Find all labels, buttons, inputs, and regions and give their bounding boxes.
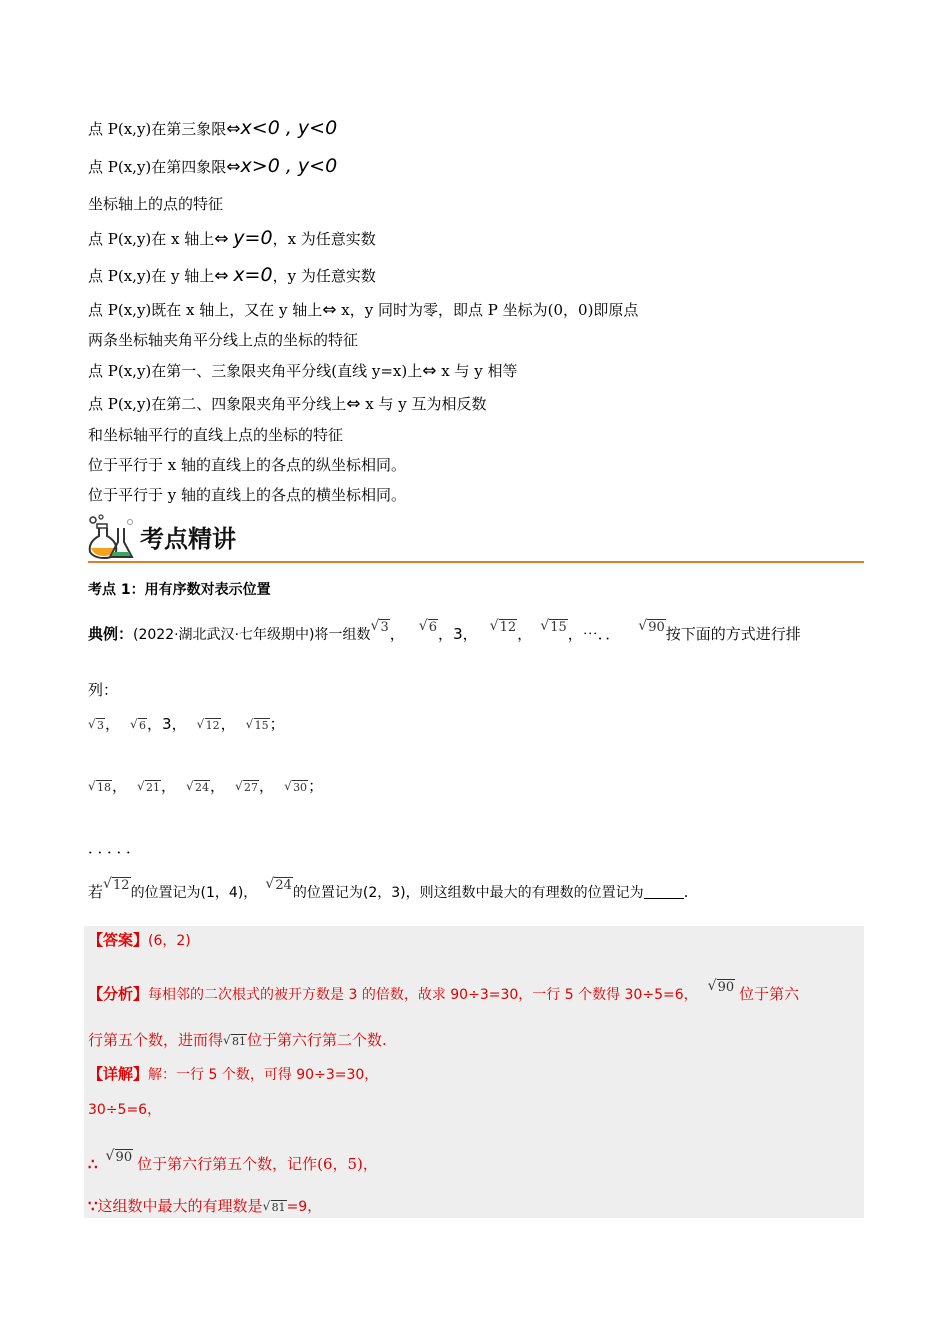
ellipsis-row: ．．．．． xyxy=(88,839,144,857)
sqrt-value: 15 xyxy=(550,620,567,635)
sqrt-value: 81 xyxy=(232,1035,247,1048)
sqrt-expr: √ 90 xyxy=(638,618,665,635)
text: 点 P(x,y)在 x 轴上 xyxy=(88,230,215,248)
sqrt-value: 30 xyxy=(293,781,308,794)
sqrt-value: 12 xyxy=(205,719,220,732)
text: 点 P(x,y)在第二、四象限夹角平分线上 xyxy=(88,395,347,413)
sqrt-value: 6 xyxy=(139,719,147,732)
analysis-line1 xyxy=(88,978,799,1005)
sqrt-expr: √ 27 xyxy=(235,779,259,794)
sqrt-expr: √ 12 xyxy=(196,717,220,732)
sqrt-expr: √ 12 xyxy=(489,618,517,635)
sqrt-value: 12 xyxy=(499,620,517,635)
text: 位于第六行第二个数. xyxy=(247,1031,387,1049)
answer-value: (6，2) xyxy=(148,933,191,949)
theory-bisector-heading: 两条坐标轴夹角平分线上点的坐标的特征 xyxy=(88,331,359,349)
sqrt-value: 27 xyxy=(244,781,259,794)
text: 这组数中最大的有理数是 xyxy=(97,1197,263,1215)
iff-symbol: ⇔ xyxy=(226,157,241,177)
sqrt-expr: √ 15 xyxy=(540,618,567,635)
text: ，x 为任意实数 xyxy=(272,230,376,248)
text: ， xyxy=(517,625,533,643)
sqrt-value: 3 xyxy=(380,620,389,635)
text: ； xyxy=(308,777,324,795)
sqrt-expr: √ 21 xyxy=(137,779,161,794)
sqrt-value: 15 xyxy=(254,719,269,732)
sqrt-expr: √ 24 xyxy=(265,876,292,893)
sqrt-expr: √ 6 xyxy=(418,618,438,635)
text: ， xyxy=(171,715,187,733)
example-source: (2022·湖北武汉·七年级期中)将一组数 xyxy=(133,627,371,643)
text: ； xyxy=(269,715,285,733)
text: 位于第六 xyxy=(739,985,800,1003)
sqrt-expr: √ 30 xyxy=(284,779,308,794)
theory-parallel-x: 位于平行于 x 轴的直线上的各点的纵坐标相同。 xyxy=(88,456,406,474)
iff-symbol: ⇔ xyxy=(214,229,229,249)
text: ， xyxy=(438,625,454,643)
text: 的位置记为(2，3)，则这组数中最大的有理数的位置记为 xyxy=(292,885,644,901)
topic-heading: 考点 1：用有序数对表示位置 xyxy=(88,582,271,598)
iff-symbol: ⇔ xyxy=(422,361,437,381)
text: =9， xyxy=(286,1199,322,1215)
text: . xyxy=(683,883,689,901)
theory-bisector-13 xyxy=(88,361,518,381)
iff-symbol: ⇔ xyxy=(322,300,337,320)
sqrt-value: 12 xyxy=(113,878,130,893)
detail-line1 xyxy=(88,1064,378,1085)
example-question-line3 xyxy=(88,876,688,903)
text: 点 P(x,y)在第一、三象限夹角平分线(直线 y=x)上 xyxy=(88,362,423,380)
detail-line3 xyxy=(88,1148,378,1174)
detail-line2: 30÷5=6， xyxy=(88,1102,162,1118)
text: 点 P(x,y)既在 x 轴上，又在 y 轴上 xyxy=(88,301,323,319)
text: ， xyxy=(112,777,128,795)
math-expr: x>0 , y<0 xyxy=(240,155,338,177)
sqrt-value: 90 xyxy=(648,620,665,635)
sqrt-expr: √ 3 xyxy=(370,618,389,635)
analysis-tag: 【分析】 xyxy=(88,985,149,1003)
text: ， xyxy=(105,715,121,733)
detail-line4 xyxy=(88,1196,321,1218)
sqrt-value: 90 xyxy=(717,980,735,995)
arrangement-row-1 xyxy=(88,714,285,736)
text: ，⋯．． xyxy=(567,625,621,643)
theory-third-quadrant xyxy=(88,118,337,139)
sqrt-expr: √ 12 xyxy=(103,876,130,893)
theory-origin xyxy=(88,300,638,320)
text: x，y 同时为零，即点 P 坐标为(0，0)即原点 xyxy=(336,301,639,319)
text: 解：一行 5 个数，可得 90÷3=30， xyxy=(148,1067,379,1083)
flask-icon xyxy=(86,512,136,560)
math-expr: x=0 xyxy=(233,264,273,286)
iff-symbol: ⇔ xyxy=(214,266,229,286)
text: 点 P(x,y)在第三象限 xyxy=(88,120,227,138)
because-symbol: ∵ xyxy=(88,1197,98,1215)
theory-parallel-heading: 和坐标轴平行的直线上点的坐标的特征 xyxy=(88,426,344,444)
iff-symbol: ⇔ xyxy=(226,119,241,139)
example-label: 典例： xyxy=(88,625,134,643)
theory-parallel-y: 位于平行于 y 轴的直线上的各点的横坐标相同。 xyxy=(88,486,407,504)
sqrt-expr: √ 81 xyxy=(223,1033,247,1048)
theory-axis-heading: 坐标轴上的点的特征 xyxy=(88,195,224,213)
text: ，y 为任意实数 xyxy=(272,267,376,285)
sqrt-expr: √ 3 xyxy=(88,717,104,732)
sqrt-expr: √ 90 xyxy=(105,1148,133,1165)
text: 位于第六行第五个数，记作(6，5)， xyxy=(137,1155,378,1173)
text: ， xyxy=(220,715,236,733)
sqrt-expr: √ 90 xyxy=(707,978,735,995)
theory-bisector-24 xyxy=(88,394,487,414)
answer-line xyxy=(88,930,191,951)
sqrt-expr: √ 81 xyxy=(262,1199,286,1214)
arrangement-row-2 xyxy=(88,776,323,798)
text: 点 P(x,y)在第四象限 xyxy=(88,158,227,176)
sqrt-value: 24 xyxy=(275,878,292,893)
sqrt-expr: √ 24 xyxy=(186,779,210,794)
sqrt-value: 24 xyxy=(195,781,210,794)
text: 3 xyxy=(162,715,172,733)
example-question-line1 xyxy=(88,618,801,645)
iff-symbol: ⇔ xyxy=(346,394,361,414)
answer-tag: 【答案】 xyxy=(88,931,149,949)
sqrt-expr: √ 18 xyxy=(88,779,111,794)
theory-fourth-quadrant xyxy=(88,156,337,177)
text: ， xyxy=(389,625,405,643)
math-expr: x<0 , y<0 xyxy=(240,117,338,139)
detail-tag: 【详解】 xyxy=(88,1065,149,1083)
text: ， xyxy=(259,777,275,795)
text: 行第五个数，进而得 xyxy=(88,1031,224,1049)
answer-blank[interactable] xyxy=(644,884,684,899)
text: 点 P(x,y)在 y 轴上 xyxy=(88,267,215,285)
text: 的位置记为(1，4)， xyxy=(130,885,258,901)
math-expr: y=0 xyxy=(233,227,273,249)
text: x 与 y 相等 xyxy=(436,362,518,380)
analysis-line2 xyxy=(88,1030,387,1052)
text: 按下面的方式进行排 xyxy=(665,625,801,643)
sqrt-value: 3 xyxy=(97,719,104,732)
text: 3 xyxy=(453,625,463,643)
sqrt-value: 18 xyxy=(97,781,111,794)
sqrt-expr: √ 6 xyxy=(130,717,147,732)
text: x 与 y 互为相反数 xyxy=(360,395,487,413)
sqrt-value: 81 xyxy=(271,1201,286,1214)
text: ， xyxy=(147,715,163,733)
theory-on-y-axis xyxy=(88,265,376,286)
sqrt-value: 90 xyxy=(115,1150,133,1165)
therefore-symbol: ∴ xyxy=(88,1155,98,1173)
sqrt-value: 21 xyxy=(146,781,161,794)
text: ， xyxy=(161,777,177,795)
text: ， xyxy=(462,625,478,643)
example-question-line2: 列： xyxy=(88,681,119,699)
text: 若 xyxy=(88,883,104,901)
sqrt-value: 6 xyxy=(428,620,438,635)
text: 每相邻的二次根式的被开方数是 3 的倍数，故求 90÷3=30，一行 5 个数得 30÷5=6， xyxy=(148,987,698,1003)
section-title: 考点精讲 xyxy=(140,525,236,553)
sqrt-expr: √ 15 xyxy=(245,717,269,732)
section-divider xyxy=(88,561,864,563)
theory-on-x-axis xyxy=(88,228,376,249)
text: ， xyxy=(210,777,226,795)
